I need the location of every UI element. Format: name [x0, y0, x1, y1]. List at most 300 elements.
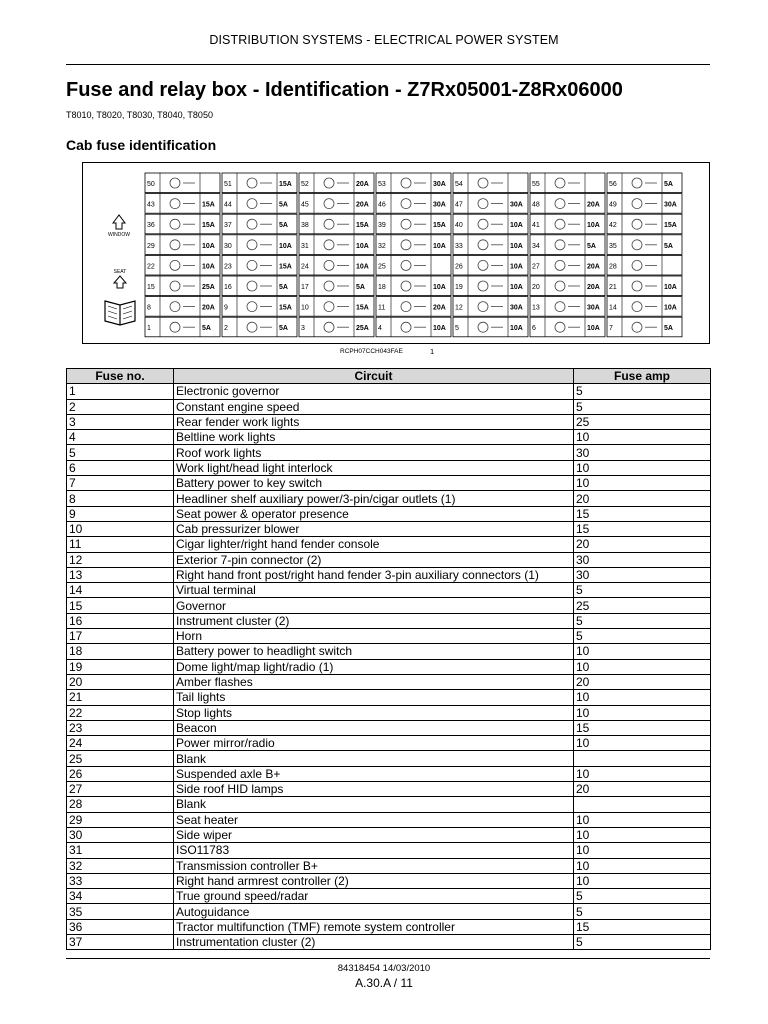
circuit-cell: Transmission controller B+ [174, 858, 574, 873]
fuse-slot-rating: 20A [587, 263, 600, 271]
circuit-symbol-icon [324, 260, 349, 270]
fuse-amp-cell: 10 [574, 690, 711, 705]
circuit-cell: Battery power to key switch [174, 476, 574, 491]
table-row [67, 399, 711, 414]
fuse-no-cell: 29 [67, 812, 174, 827]
fuse-no-cell: 11 [67, 537, 174, 552]
fuse-slot-number: 4 [378, 325, 382, 333]
fuse-slot-rating: 5A [279, 222, 288, 230]
fuse-slot [607, 214, 682, 234]
circuit-symbol-icon [555, 260, 580, 270]
fuse-no-cell: 37 [67, 934, 174, 949]
fuse-slot-number: 50 [147, 181, 155, 188]
fuse-slot [376, 194, 451, 214]
circuit-symbol-icon [401, 322, 426, 332]
table-row [67, 644, 711, 659]
fuse-amp-cell: 10 [574, 430, 711, 445]
fuse-slot-rating: 10A [202, 242, 215, 250]
figure-number: 1 [430, 347, 435, 356]
circuit-symbol-icon [632, 219, 657, 229]
fuse-slot-rating: 5A [664, 325, 673, 333]
table-row [67, 629, 711, 644]
circuit-cell: Tail lights [174, 690, 574, 705]
circuit-symbol-icon [247, 281, 272, 291]
fuse-slot [607, 276, 682, 296]
fuse-amp-cell: 20 [574, 537, 711, 552]
fuse-amp-cell: 25 [574, 414, 711, 429]
fuse-slot-number: 8 [147, 304, 151, 312]
circuit-symbol-icon [170, 240, 195, 250]
fuse-slot-rating: 10A [433, 284, 446, 291]
circuit-cell: Stop lights [174, 705, 574, 720]
table-row [67, 414, 711, 429]
fuse-slot-number: 11 [378, 304, 386, 312]
fuse-slot-number: 33 [455, 242, 463, 250]
circuit-cell: Constant engine speed [174, 399, 574, 414]
seat-up-icon [114, 276, 126, 288]
fuse-slot-number: 26 [455, 263, 463, 271]
fuse-no-cell: 3 [67, 414, 174, 429]
fuse-slot [145, 214, 220, 234]
fuse-slot-number: 37 [224, 222, 232, 230]
fuse-slot-number: 35 [609, 242, 617, 250]
fuse-slot-number: 2 [224, 325, 228, 333]
circuit-cell: Instrument cluster (2) [174, 613, 574, 628]
circuit-cell: Beltline work lights [174, 430, 574, 445]
circuit-symbol-icon [401, 260, 426, 270]
fuse-slot [376, 276, 451, 296]
fuse-no-cell: 12 [67, 552, 174, 567]
table-row [67, 705, 711, 720]
table-row [67, 506, 711, 521]
circuit-cell: Suspended axle B+ [174, 766, 574, 781]
table-row [67, 934, 711, 949]
circuit-symbol-icon [401, 302, 426, 312]
fuse-no-cell: 6 [67, 460, 174, 475]
fuse-slot [453, 194, 528, 214]
fuse-slot-number: 24 [301, 263, 309, 271]
fuse-slot [299, 276, 374, 296]
circuit-symbol-icon [478, 199, 503, 209]
fuse-slot-number: 56 [609, 181, 617, 188]
table-row [67, 889, 711, 904]
fuse-slot [299, 194, 374, 214]
circuit-symbol-icon [478, 219, 503, 229]
fuse-slot [222, 214, 297, 234]
fuse-amp-cell: 5 [574, 399, 711, 414]
fuse-slot-rating: 30A [510, 201, 523, 209]
fuse-grid [145, 173, 682, 337]
footer-rule [66, 958, 710, 959]
circuit-cell: Cigar lighter/right hand fender console [174, 537, 574, 552]
fuse-no-cell: 26 [67, 766, 174, 781]
circuit-symbol-icon [247, 322, 272, 332]
fuse-slot [453, 255, 528, 275]
section-header: DISTRIBUTION SYSTEMS - ELECTRICAL POWER SYSTEM [209, 33, 559, 47]
fuse-slot-rating: 15A [202, 201, 215, 209]
model-list: T8010, T8020, T8030, T8040, T8050 [66, 110, 213, 120]
fuse-slot-number: 43 [147, 201, 155, 209]
fuse-slot-number: 23 [224, 263, 232, 271]
fuse-slot [222, 255, 297, 275]
circuit-symbol-icon [555, 302, 580, 312]
fuse-slot-number: 29 [147, 242, 155, 250]
fuse-amp-cell: 10 [574, 659, 711, 674]
circuit-symbol-icon [632, 199, 657, 209]
fuse-slot-number: 31 [301, 242, 309, 250]
circuit-cell: Seat heater [174, 812, 574, 827]
fuse-no-cell: 30 [67, 827, 174, 842]
fuse-no-cell: 23 [67, 720, 174, 735]
table-row [67, 430, 711, 445]
fuse-slot [222, 194, 297, 214]
circuit-symbol-icon [555, 178, 580, 188]
fuse-amp-cell: 5 [574, 889, 711, 904]
fuse-slot-number: 10 [301, 304, 309, 312]
fuse-slot-rating: 15A [664, 222, 677, 230]
circuit-symbol-icon [632, 178, 657, 188]
fuse-slot-number: 39 [378, 222, 386, 230]
table-row [67, 873, 711, 888]
fuse-amp-cell: 10 [574, 644, 711, 659]
fuse-amp-cell: 20 [574, 674, 711, 689]
fuse-slot-rating: 20A [587, 284, 600, 291]
section-subtitle: Cab fuse identification [66, 137, 217, 153]
fuse-slot [145, 317, 220, 337]
fuse-no-cell: 1 [67, 384, 174, 399]
fuse-slot-rating: 10A [510, 242, 523, 250]
circuit-cell: Roof work lights [174, 445, 574, 460]
fuse-slot [453, 276, 528, 296]
window-label: WINDOW [108, 232, 130, 238]
circuit-symbol-icon [324, 281, 349, 291]
seat-label: SEAT [113, 269, 127, 275]
fuse-slot-rating: 20A [202, 304, 215, 312]
fuse-slot [145, 194, 220, 214]
circuit-cell: ISO11783 [174, 843, 574, 858]
fuse-slot-rating: 5A [279, 284, 288, 291]
fuse-slot [145, 255, 220, 275]
page-title: Fuse and relay box - Identification - Z7Rx05001-Z8Rx06000 [66, 79, 623, 101]
fuse-no-cell: 16 [67, 613, 174, 628]
fuse-amp-cell: 10 [574, 476, 711, 491]
fuse-no-cell: 35 [67, 904, 174, 919]
fuse-no-cell: 34 [67, 889, 174, 904]
fuse-slot [530, 255, 605, 275]
fuse-slot [145, 276, 220, 296]
circuit-symbol-icon [478, 302, 503, 312]
fuse-slot-rating: 10A [433, 325, 446, 333]
fuse-slot-number: 44 [224, 201, 232, 209]
fuse-slot-number: 7 [609, 325, 613, 333]
fuse-slot-rating: 30A [433, 201, 446, 209]
fuse-slot [222, 235, 297, 255]
fuse-slot-rating: 15A [356, 222, 369, 230]
fuse-no-cell: 27 [67, 782, 174, 797]
table-row [67, 766, 711, 781]
table-row [67, 690, 711, 705]
col-header-fuse-no: Fuse no. [67, 369, 174, 384]
fuse-slot [530, 173, 605, 193]
fuse-slot-number: 18 [378, 284, 386, 291]
fuse-amp-cell: 10 [574, 812, 711, 827]
fuse-no-cell: 10 [67, 521, 174, 536]
fuse-no-cell: 20 [67, 674, 174, 689]
fuse-slot-rating: 25A [202, 284, 215, 291]
fuse-slot-rating: 10A [279, 242, 292, 250]
circuit-symbol-icon [401, 240, 426, 250]
fuse-no-cell: 15 [67, 598, 174, 613]
fuse-slot [607, 235, 682, 255]
fuse-slot [222, 317, 297, 337]
circuit-cell: Governor [174, 598, 574, 613]
fuse-slot-number: 30 [224, 242, 232, 250]
fuse-slot-rating: 10A [587, 325, 600, 333]
fuse-slot [299, 255, 374, 275]
circuit-cell: Rear fender work lights [174, 414, 574, 429]
fuse-slot-number: 36 [147, 222, 155, 230]
fuse-slot-rating: 10A [510, 222, 523, 230]
fuse-amp-cell: 10 [574, 736, 711, 751]
table-row [67, 919, 711, 934]
fuse-amp-cell: 10 [574, 873, 711, 888]
circuit-cell: Side roof HID lamps [174, 782, 574, 797]
fuse-slot-number: 28 [609, 263, 617, 271]
circuit-cell: True ground speed/radar [174, 889, 574, 904]
fuse-no-cell: 31 [67, 843, 174, 858]
fuse-slot-number: 42 [609, 222, 617, 230]
fuse-table-body [67, 384, 711, 950]
fuse-no-cell: 5 [67, 445, 174, 460]
fuse-no-cell: 7 [67, 476, 174, 491]
circuit-symbol-icon [632, 240, 657, 250]
table-row [67, 674, 711, 689]
fuse-slot-number: 16 [224, 284, 232, 291]
circuit-symbol-icon [555, 240, 580, 250]
fuse-no-cell: 28 [67, 797, 174, 812]
table-row [67, 827, 711, 842]
table-row [67, 720, 711, 735]
circuit-cell: Seat power & operator presence [174, 506, 574, 521]
table-row [67, 843, 711, 858]
circuit-symbol-icon [401, 178, 426, 188]
fuse-slot-rating: 10A [664, 304, 677, 312]
fuse-box-figure [82, 162, 710, 344]
circuit-symbol-icon [555, 219, 580, 229]
fuse-slot-rating: 15A [433, 222, 446, 230]
fuse-slot-number: 52 [301, 181, 309, 188]
circuit-cell: Horn [174, 629, 574, 644]
circuit-symbol-icon [632, 260, 657, 270]
table-row [67, 445, 711, 460]
table-row [67, 460, 711, 475]
table-row [67, 583, 711, 598]
fuse-no-cell: 17 [67, 629, 174, 644]
fuse-no-cell: 21 [67, 690, 174, 705]
circuit-symbol-icon [247, 178, 272, 188]
circuit-cell: Battery power to headlight switch [174, 644, 574, 659]
col-header-fuse-amp: Fuse amp [574, 369, 711, 384]
fuse-slot-number: 14 [609, 304, 617, 312]
fuse-slot-rating: 15A [279, 304, 292, 312]
fuse-amp-cell [574, 751, 711, 766]
fuse-slot [453, 235, 528, 255]
table-header-row [67, 369, 711, 384]
fuse-slot-number: 45 [301, 201, 309, 209]
fuse-slot-rating: 5A [279, 201, 288, 209]
fuse-slot-rating: 15A [279, 263, 292, 271]
circuit-cell: Exterior 7-pin connector (2) [174, 552, 574, 567]
circuit-symbol-icon [324, 240, 349, 250]
circuit-symbol-icon [478, 260, 503, 270]
fuse-slot [299, 214, 374, 234]
circuit-symbol-icon [324, 178, 349, 188]
circuit-cell: Blank [174, 751, 574, 766]
circuit-cell: Headliner shelf auxiliary power/3-pin/cigar outlets (1) [174, 491, 574, 506]
fuse-slot-rating: 30A [510, 304, 523, 312]
figure-reference: RCPH07CCH043FAE [340, 348, 403, 355]
circuit-cell: Dome light/map light/radio (1) [174, 659, 574, 674]
circuit-symbol-icon [247, 260, 272, 270]
fuse-amp-cell: 10 [574, 858, 711, 873]
fuse-slot-rating: 10A [433, 242, 446, 250]
fuse-slot-rating: 25A [356, 325, 369, 333]
circuit-cell: Work light/head light interlock [174, 460, 574, 475]
fuse-slot-rating: 15A [356, 304, 369, 312]
fuse-amp-cell: 10 [574, 705, 711, 720]
fuse-slot-number: 3 [301, 325, 305, 333]
fuse-slot-rating: 20A [433, 304, 446, 312]
fuse-amp-cell: 15 [574, 506, 711, 521]
fuse-slot-number: 32 [378, 242, 386, 250]
window-up-icon [113, 215, 125, 229]
table-row [67, 476, 711, 491]
fuse-slot-number: 15 [147, 284, 155, 291]
fuse-slot-rating: 20A [356, 181, 369, 188]
circuit-cell: Autoguidance [174, 904, 574, 919]
fuse-slot [376, 235, 451, 255]
circuit-symbol-icon [170, 219, 195, 229]
fuse-slot-rating: 10A [510, 263, 523, 271]
fuse-slot [145, 297, 220, 317]
fuse-no-cell: 25 [67, 751, 174, 766]
fuse-amp-cell: 10 [574, 843, 711, 858]
fuse-slot-number: 1 [147, 325, 151, 333]
fuse-amp-cell: 5 [574, 904, 711, 919]
fuse-slot [530, 214, 605, 234]
fuse-slot [376, 173, 451, 193]
fuse-slot-rating: 10A [202, 263, 215, 271]
circuit-cell: Instrumentation cluster (2) [174, 934, 574, 949]
circuit-symbol-icon [170, 178, 195, 188]
fuse-slot-rating: 5A [356, 284, 365, 291]
fuse-slot [299, 317, 374, 337]
circuit-symbol-icon [324, 199, 349, 209]
fuse-no-cell: 14 [67, 583, 174, 598]
fuse-slot [607, 173, 682, 193]
circuit-symbol-icon [632, 302, 657, 312]
fuse-no-cell: 24 [67, 736, 174, 751]
circuit-cell: Right hand armrest controller (2) [174, 873, 574, 888]
circuit-cell: Power mirror/radio [174, 736, 574, 751]
fuse-slot-number: 55 [532, 181, 540, 188]
fuse-slot-number: 21 [609, 284, 617, 291]
fuse-slot-number: 49 [609, 201, 617, 209]
circuit-symbol-icon [632, 281, 657, 291]
fuse-slot-number: 51 [224, 181, 232, 188]
page-number: A.30.A / 11 [355, 976, 413, 990]
circuit-symbol-icon [478, 178, 503, 188]
fuse-slot [299, 297, 374, 317]
fuse-amp-cell: 15 [574, 521, 711, 536]
fuse-slot-number: 9 [224, 304, 228, 312]
fuse-slot [607, 317, 682, 337]
fuse-amp-cell: 15 [574, 720, 711, 735]
fuse-slot [607, 194, 682, 214]
fuse-slot-number: 17 [301, 284, 309, 291]
fuse-slot-rating: 5A [664, 242, 673, 250]
fuse-amp-cell: 5 [574, 613, 711, 628]
fuse-slot-rating: 5A [664, 181, 673, 188]
fuse-amp-cell: 10 [574, 766, 711, 781]
circuit-cell: Cab pressurizer blower [174, 521, 574, 536]
fuse-no-cell: 8 [67, 491, 174, 506]
table-row [67, 659, 711, 674]
fuse-amp-cell: 5 [574, 583, 711, 598]
table-row [67, 812, 711, 827]
fuse-slot-rating: 5A [279, 325, 288, 333]
fuse-no-cell: 9 [67, 506, 174, 521]
fuse-slot [222, 276, 297, 296]
fuse-slot [299, 173, 374, 193]
fuse-slot-rating: 20A [587, 201, 600, 209]
table-row [67, 491, 711, 506]
fuse-slot [530, 235, 605, 255]
fuse-slot-number: 38 [301, 222, 309, 230]
table-row [67, 904, 711, 919]
circuit-cell: Right hand front post/right hand fender 3-pin auxiliary connectors (1) [174, 567, 574, 582]
fuse-amp-cell [574, 797, 711, 812]
fuse-amp-cell: 5 [574, 384, 711, 399]
table-row [67, 598, 711, 613]
fuse-no-cell: 32 [67, 858, 174, 873]
fuse-slot [530, 297, 605, 317]
fuse-slot [530, 276, 605, 296]
circuit-symbol-icon [324, 302, 349, 312]
fuse-amp-cell: 20 [574, 782, 711, 797]
fuse-slot-rating: 10A [356, 263, 369, 271]
fuse-slot [376, 214, 451, 234]
circuit-symbol-icon [170, 302, 195, 312]
table-row [67, 521, 711, 536]
fuse-box-diagram [83, 163, 709, 343]
fuse-slot [376, 297, 451, 317]
fuse-slot-rating: 15A [202, 222, 215, 230]
table-row [67, 797, 711, 812]
fuse-slot-rating: 30A [664, 201, 677, 209]
fuse-slot [145, 235, 220, 255]
fuse-no-cell: 22 [67, 705, 174, 720]
circuit-symbol-icon [401, 281, 426, 291]
fuse-slot [145, 173, 220, 193]
circuit-symbol-icon [247, 302, 272, 312]
fuse-slot-rating: 20A [356, 201, 369, 209]
fuse-slot-number: 22 [147, 263, 155, 271]
fuse-table [66, 368, 711, 950]
circuit-symbol-icon [401, 199, 426, 209]
fuse-slot [453, 297, 528, 317]
fuse-slot-rating: 30A [587, 304, 600, 312]
